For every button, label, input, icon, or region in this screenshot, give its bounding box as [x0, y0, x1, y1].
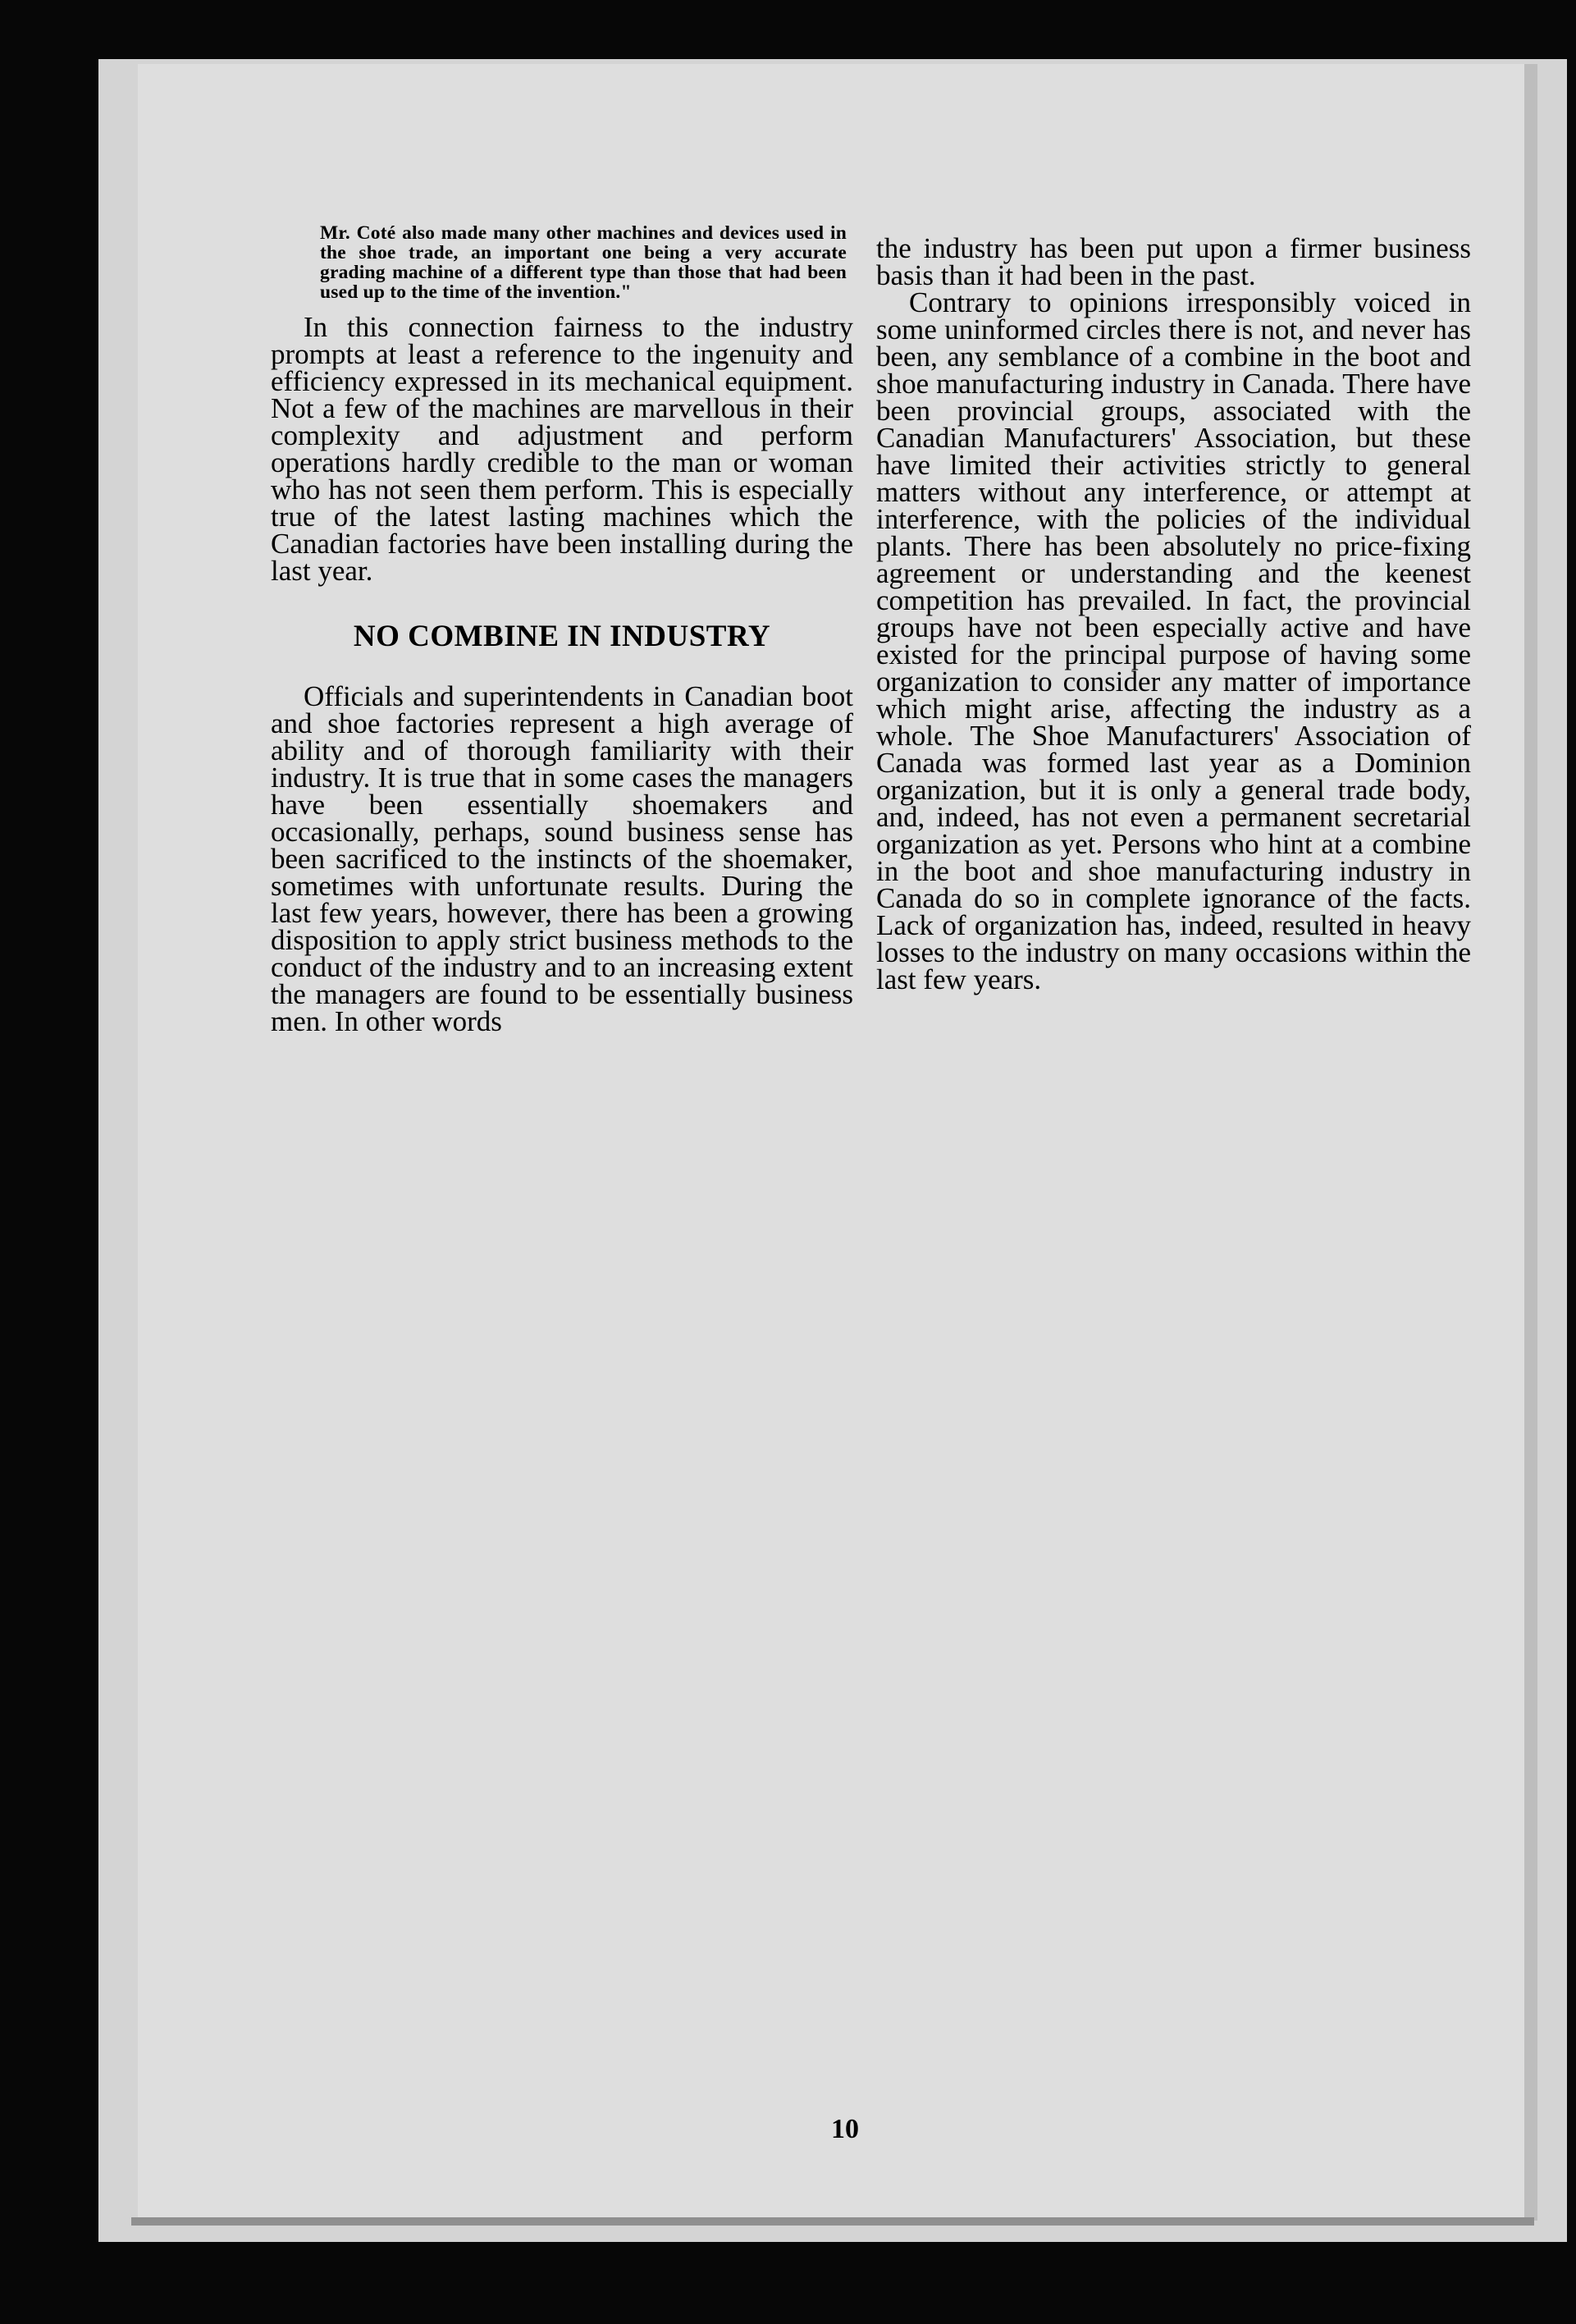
page-bottom-edge — [131, 2217, 1534, 2226]
left-column — [271, 223, 853, 1035]
page-number: 10 — [831, 2114, 859, 2144]
quote-paragraph: Mr. Coté also made many other machines and devices used in the shoe trade, an important one being a very accurate grading machine of a different type than those that had been used up to the time of the invention." — [320, 222, 847, 303]
section-heading: NO COMBINE IN INDUSTRY — [353, 620, 771, 653]
body-paragraph: Officials and superintendents in Canadian boot and shoe factories represent a high average of ability and of thorough familiarity with their industry. It is true that in some cases the managers have been essentially shoemakers and occasionally, perhaps, sound business sense has been sacrificed to the instincts of the shoemaker, sometimes with unfortunate results. During the last few years, however, there has been a growing disposition to apply strict business methods to the conduct of the industry and to an increasing extent the managers are found to be essentially business men. In other words — [271, 680, 853, 1037]
body-paragraph: the industry has been put upon a firmer business basis than it had been in the past. — [876, 232, 1471, 291]
body-paragraph: In this connection fairness to the industry prompts at least a reference to the ingenuity and efficiency expressed in its mechanical equipment. Not a few of the machines are marvellous in their complexity and adjustment and perform operations hardly credible to the man or woman who has not seen them perform. This is especially true of the latest lasting machines which the Canadian factories have been installing during the last year. — [271, 311, 853, 587]
page-right-edge — [1524, 64, 1537, 2221]
body-paragraph: Contrary to opinions irresponsibly voiced in some uninformed circles there is not, and never has been, any semblance of a combine in the boot and shoe manufacturing industry in Canada. There have been provincial groups, associated with the Canadian Manufacturers' Association, but these have limited their activities strictly to general matters without any interference, or attempt at interference, with the policies of the individual plants. There has been absolutely no price-fixing agreement or understanding and the keenest competition has prevailed. In fact, the provincial groups have not been especially active and have existed for the principal purpose of having some organization to consider any matter of importance which might arise, affecting the industry as a whole. The Shoe Manufacturers' Association of Canada was formed last year as a Dominion organization, but it is only a general trade body, and, indeed, has not even a permanent secretarial organization as yet. Persons who hint at a combine in the boot and shoe manufacturing industry in Canada do so in complete ignorance of the facts. Lack of organization has, indeed, resulted in heavy losses to the industry on many occasions within the last few years. — [876, 286, 1471, 995]
right-column — [876, 232, 1471, 995]
